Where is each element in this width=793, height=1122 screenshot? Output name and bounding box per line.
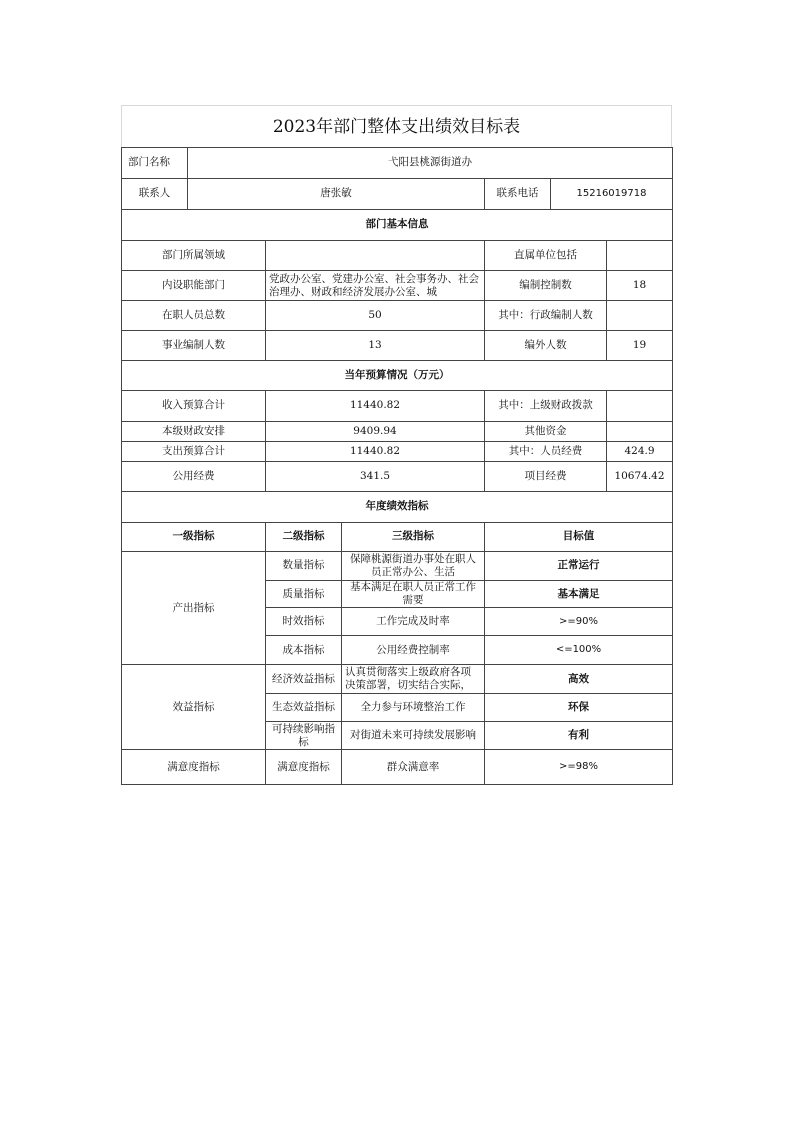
budget-heading: 当年预算情况（万元） xyxy=(122,361,673,391)
field-row xyxy=(122,241,673,271)
field-label: 部门所属领域 xyxy=(122,241,266,271)
admin-quota-label: 其中：行政编制人数 xyxy=(485,301,607,331)
level3-header: 三级指标 xyxy=(342,523,485,552)
personnel-cost-label: 其中：人员经费 xyxy=(485,442,607,462)
economic-target: 高效 xyxy=(485,665,673,694)
sustainable-detail: 对街道未来可持续发展影响 xyxy=(342,722,485,750)
perf-row xyxy=(122,552,673,581)
quantity-detail: 保障桃源街道办事处在职人员正常办公、生活 xyxy=(342,552,485,581)
cost-indicator: 成本指标 xyxy=(266,636,342,665)
dept-name-label: 部门名称 xyxy=(122,148,188,179)
staff-total-label: 在职人员总数 xyxy=(122,301,266,331)
cost-target: <=100% xyxy=(485,636,673,665)
other-funds-label: 其他资金 xyxy=(485,422,607,442)
project-cost-label: 项目经费 xyxy=(485,462,607,492)
staff-total-value: 50 xyxy=(266,301,485,331)
expense-total-value: 11440.82 xyxy=(266,442,485,462)
target-header: 目标值 xyxy=(485,523,673,552)
quantity-indicator: 数量指标 xyxy=(266,552,342,581)
personnel-cost-value: 424.9 xyxy=(607,442,673,462)
performance-table xyxy=(121,147,673,785)
sheet-title: 2023年部门整体支出绩效目标表 xyxy=(121,105,672,147)
cost-detail: 公用经费控制率 xyxy=(342,636,485,665)
internal-depts-row xyxy=(122,271,673,301)
ecological-detail: 全力参与环境整治工作 xyxy=(342,694,485,722)
superior-funds-value xyxy=(607,391,673,422)
dept-name-value: 弋阳县桃源街道办 xyxy=(188,148,673,179)
satisfaction-indicator: 满意度指标 xyxy=(122,750,266,785)
sustainable-indicator: 可持续影响指标 xyxy=(266,722,342,750)
extra-staff-label: 编外人数 xyxy=(485,331,607,361)
phone-label: 联系电话 xyxy=(485,179,551,210)
local-funds-value: 9409.94 xyxy=(266,422,485,442)
quota-value: 18 xyxy=(607,271,673,301)
public-cost-label: 公用经费 xyxy=(122,462,266,492)
extra-staff-value: 19 xyxy=(607,331,673,361)
economic-indicator: 经济效益指标 xyxy=(266,665,342,694)
subunits-label: 直属单位包括 xyxy=(485,241,607,271)
internal-depts-label: 内设职能部门 xyxy=(122,271,266,301)
local-funds-label: 本级财政安排 xyxy=(122,422,266,442)
local-funds-row xyxy=(122,422,673,442)
timeliness-indicator: 时效指标 xyxy=(266,608,342,636)
public-quota-label: 事业编制人数 xyxy=(122,331,266,361)
perf-row xyxy=(122,750,673,785)
performance-target-sheet xyxy=(121,105,672,785)
sustainable-target: 有利 xyxy=(485,722,673,750)
ecological-target: 环保 xyxy=(485,694,673,722)
phone-value: 15216019718 xyxy=(551,179,673,210)
contact-value: 唐张敏 xyxy=(188,179,485,210)
income-total-label: 收入预算合计 xyxy=(122,391,266,422)
dept-name-row xyxy=(122,148,673,179)
basic-info-heading: 部门基本信息 xyxy=(122,210,673,241)
other-funds-value xyxy=(607,422,673,442)
admin-quota-value xyxy=(607,301,673,331)
public-quota-row xyxy=(122,331,673,361)
basic-info-section-row xyxy=(122,210,673,241)
ecological-indicator: 生态效益指标 xyxy=(266,694,342,722)
economic-detail: 认真贯彻落实上级政府各项决策部署，切实结合实际， xyxy=(342,665,485,694)
output-indicator: 产出指标 xyxy=(122,552,266,665)
public-quota-value: 13 xyxy=(266,331,485,361)
project-cost-value: 10674.42 xyxy=(607,462,673,492)
superior-funds-label: 其中：上级财政拨款 xyxy=(485,391,607,422)
quantity-target: 正常运行 xyxy=(485,552,673,581)
satisfaction-subindicator: 满意度指标 xyxy=(266,750,342,785)
quota-label: 编制控制数 xyxy=(485,271,607,301)
level2-header: 二级指标 xyxy=(266,523,342,552)
income-total-value: 11440.82 xyxy=(266,391,485,422)
perf-header-row xyxy=(122,523,673,552)
internal-depts-value: 党政办公室、党建办公室、社会事务办、社会治理办、财政和经济发展办公室、城 xyxy=(266,271,485,301)
expense-total-row xyxy=(122,442,673,462)
quality-detail: 基本满足在职人员正常工作需要 xyxy=(342,581,485,608)
expense-total-label: 支出预算合计 xyxy=(122,442,266,462)
public-cost-row xyxy=(122,462,673,492)
timeliness-detail: 工作完成及时率 xyxy=(342,608,485,636)
public-cost-value: 341.5 xyxy=(266,462,485,492)
perf-heading: 年度绩效指标 xyxy=(122,492,673,523)
quality-target: 基本满足 xyxy=(485,581,673,608)
contact-row xyxy=(122,179,673,210)
timeliness-target: >=90% xyxy=(485,608,673,636)
perf-row xyxy=(122,665,673,694)
income-total-row xyxy=(122,391,673,422)
contact-label: 联系人 xyxy=(122,179,188,210)
satisfaction-target: >=98% xyxy=(485,750,673,785)
field-value xyxy=(266,241,485,271)
budget-section-row xyxy=(122,361,673,391)
level1-header: 一级指标 xyxy=(122,523,266,552)
perf-section-row xyxy=(122,492,673,523)
subunits-value xyxy=(607,241,673,271)
satisfaction-detail: 群众满意率 xyxy=(342,750,485,785)
quality-indicator: 质量指标 xyxy=(266,581,342,608)
staff-total-row xyxy=(122,301,673,331)
benefit-indicator: 效益指标 xyxy=(122,665,266,750)
